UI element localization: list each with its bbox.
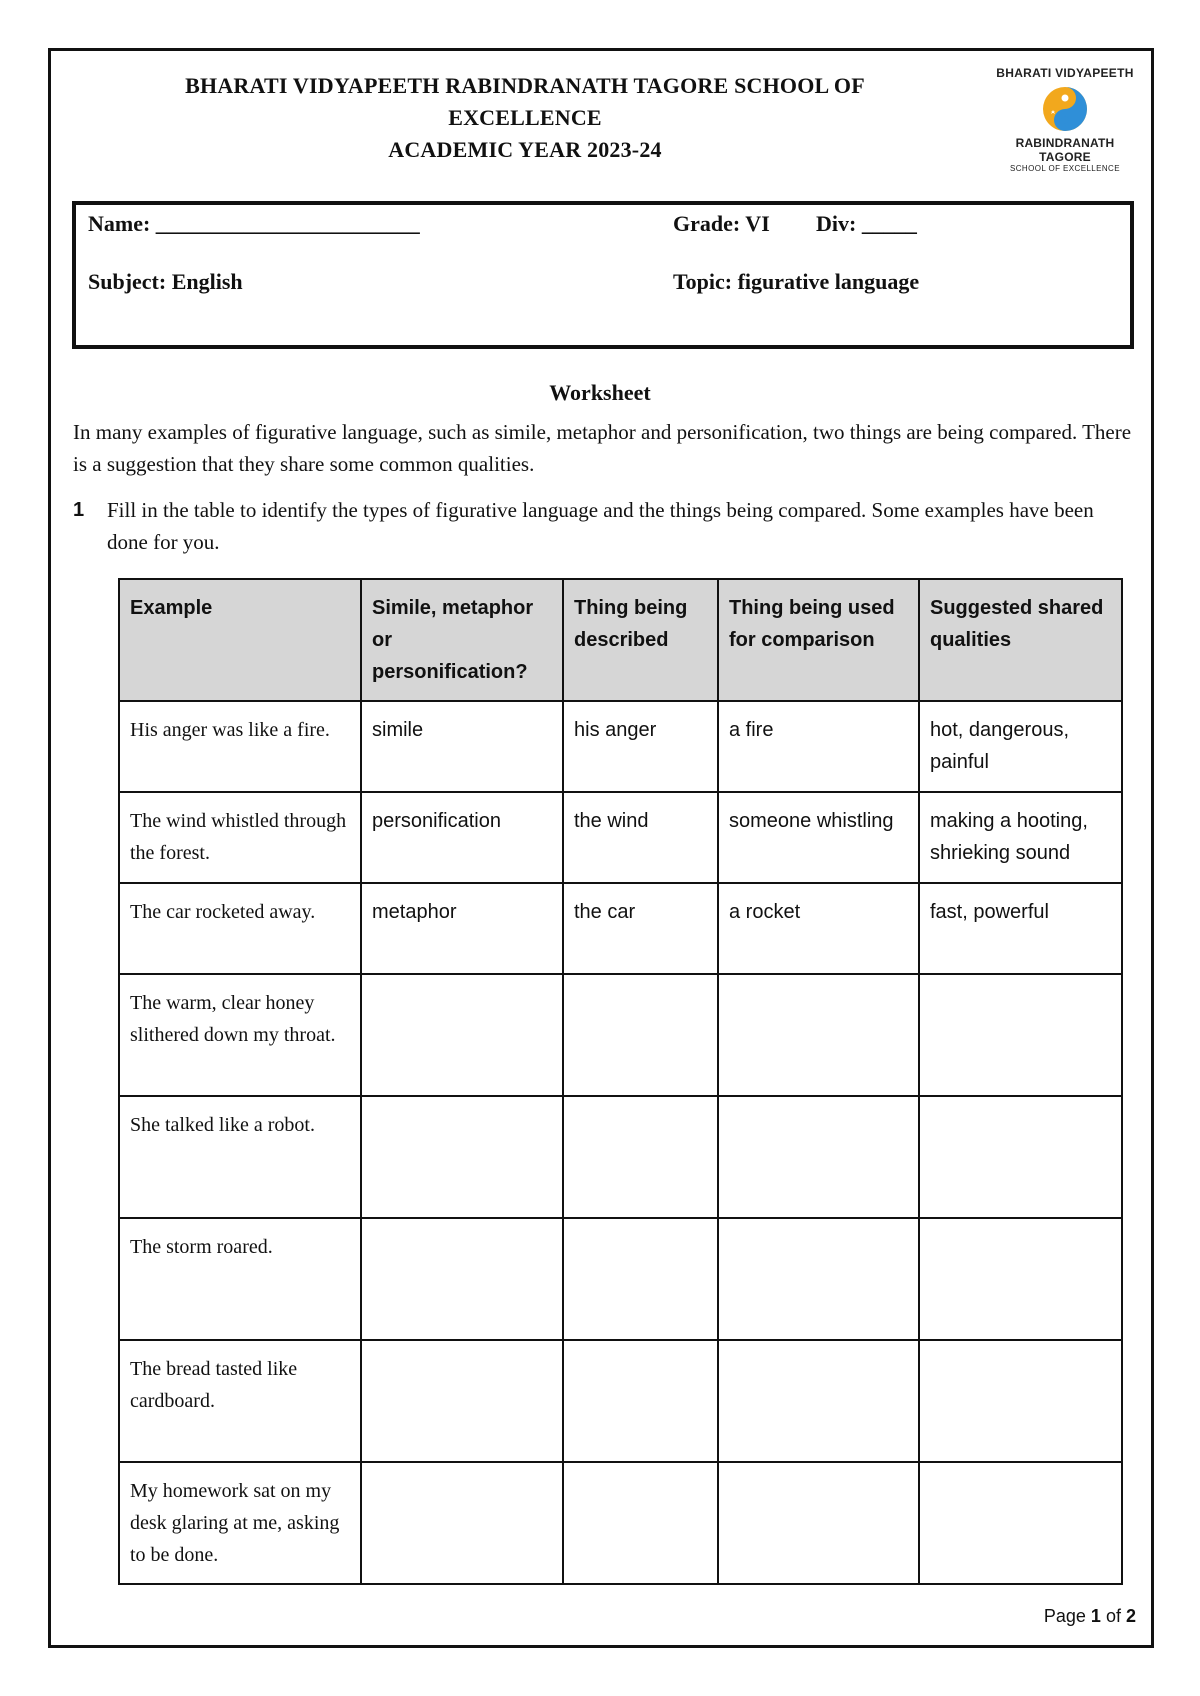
header-shared-qualities: Suggested shared qualities	[919, 579, 1122, 701]
table-row	[119, 974, 1122, 1096]
school-header	[90, 70, 960, 166]
example-cell: My homework sat on my desk glaring at me, asking to be done.	[119, 1462, 361, 1584]
comparison-cell: a fire	[718, 701, 919, 792]
comparison-cell[interactable]	[718, 974, 919, 1096]
subject-field: Subject: English	[88, 269, 243, 294]
qualities-cell[interactable]	[919, 974, 1122, 1096]
logo-emblem-icon	[1037, 84, 1093, 134]
described-cell: the car	[563, 883, 718, 974]
example-cell: The storm roared.	[119, 1218, 361, 1340]
topic-field: Topic: figurative language	[673, 269, 920, 294]
comparison-cell: someone whistling	[718, 792, 919, 883]
table-row	[119, 883, 1122, 974]
qualities-cell[interactable]	[919, 1340, 1122, 1462]
described-cell: the wind	[563, 792, 718, 883]
comparison-cell: a rocket	[718, 883, 919, 974]
qualities-cell: hot, dangerous, painful	[919, 701, 1122, 792]
table-row	[119, 1096, 1122, 1218]
comparison-cell[interactable]	[718, 1096, 919, 1218]
logo-main-text: RABINDRANATH TAGORE	[1015, 136, 1115, 164]
type-cell[interactable]	[361, 1096, 563, 1218]
qualities-cell[interactable]	[919, 1462, 1122, 1584]
described-cell[interactable]	[563, 1218, 718, 1340]
of-label: of	[1105, 1606, 1121, 1626]
example-cell: The car rocketed away.	[119, 883, 361, 974]
type-cell[interactable]	[361, 974, 563, 1096]
table-row	[119, 1462, 1122, 1584]
header-example: Example	[119, 579, 361, 701]
academic-year: ACADEMIC YEAR 2023-24	[388, 137, 662, 162]
header-type: Simile, metaphor or personification?	[361, 579, 563, 701]
worksheet-title: Worksheet	[549, 380, 651, 405]
question-text: Fill in the table to identify the types of figurative language and the things being compared. Some examples have been done for you.	[107, 498, 1094, 554]
school-name-line1: BHARATI VIDYAPEETH RABINDRANATH TAGORE SCHOOL OF	[185, 73, 865, 98]
div-field[interactable]: Div: _____	[816, 211, 917, 236]
header-thing-described: Thing being described	[563, 579, 718, 701]
described-cell[interactable]	[563, 974, 718, 1096]
qualities-cell[interactable]	[919, 1218, 1122, 1340]
example-cell: The warm, clear honey slithered down my throat.	[119, 974, 361, 1096]
comparison-cell[interactable]	[718, 1340, 919, 1462]
comparison-cell[interactable]	[718, 1462, 919, 1584]
example-cell: She talked like a robot.	[119, 1096, 361, 1218]
type-cell: metaphor	[361, 883, 563, 974]
described-cell[interactable]	[563, 1462, 718, 1584]
described-cell[interactable]	[563, 1096, 718, 1218]
grade-field: Grade: VI	[673, 211, 770, 236]
example-cell: His anger was like a fire.	[119, 701, 361, 792]
type-cell: personification	[361, 792, 563, 883]
name-field[interactable]: Name: ________________________	[88, 211, 420, 236]
described-cell: his anger	[563, 701, 718, 792]
type-cell[interactable]	[361, 1218, 563, 1340]
school-logo	[990, 66, 1140, 173]
table-row	[119, 1218, 1122, 1340]
school-name-line2: EXCELLENCE	[448, 105, 602, 130]
logo-sub-text: SCHOOL OF EXCELLENCE	[1010, 164, 1120, 173]
type-cell[interactable]	[361, 1462, 563, 1584]
type-cell: simile	[361, 701, 563, 792]
question-1	[73, 494, 1133, 558]
qualities-cell: fast, powerful	[919, 883, 1122, 974]
total-pages: 2	[1125, 1606, 1136, 1626]
figurative-language-table	[118, 578, 1123, 1585]
student-info-box	[72, 201, 1134, 349]
described-cell[interactable]	[563, 1340, 718, 1462]
page-label: Page	[1043, 1606, 1086, 1626]
page-number	[1010, 1606, 1136, 1627]
question-number: 1	[73, 499, 85, 521]
current-page: 1	[1090, 1606, 1101, 1626]
header-thing-compared: Thing being used for comparison	[718, 579, 919, 701]
example-cell: The bread tasted like cardboard.	[119, 1340, 361, 1462]
type-cell[interactable]	[361, 1340, 563, 1462]
example-cell: The wind whistled through the forest.	[119, 792, 361, 883]
table-row	[119, 1340, 1122, 1462]
table-row	[119, 792, 1122, 883]
logo-top-text: BHARATI VIDYAPEETH	[996, 66, 1134, 80]
qualities-cell: making a hooting, shrieking sound	[919, 792, 1122, 883]
table-row	[119, 701, 1122, 792]
intro-paragraph: In many examples of figurative language, such as simile, metaphor and personification, two things are being compared. There is a suggestion that they share some common qualities.	[73, 420, 1132, 476]
table-header-row	[119, 579, 1122, 701]
comparison-cell[interactable]	[718, 1218, 919, 1340]
qualities-cell[interactable]	[919, 1096, 1122, 1218]
